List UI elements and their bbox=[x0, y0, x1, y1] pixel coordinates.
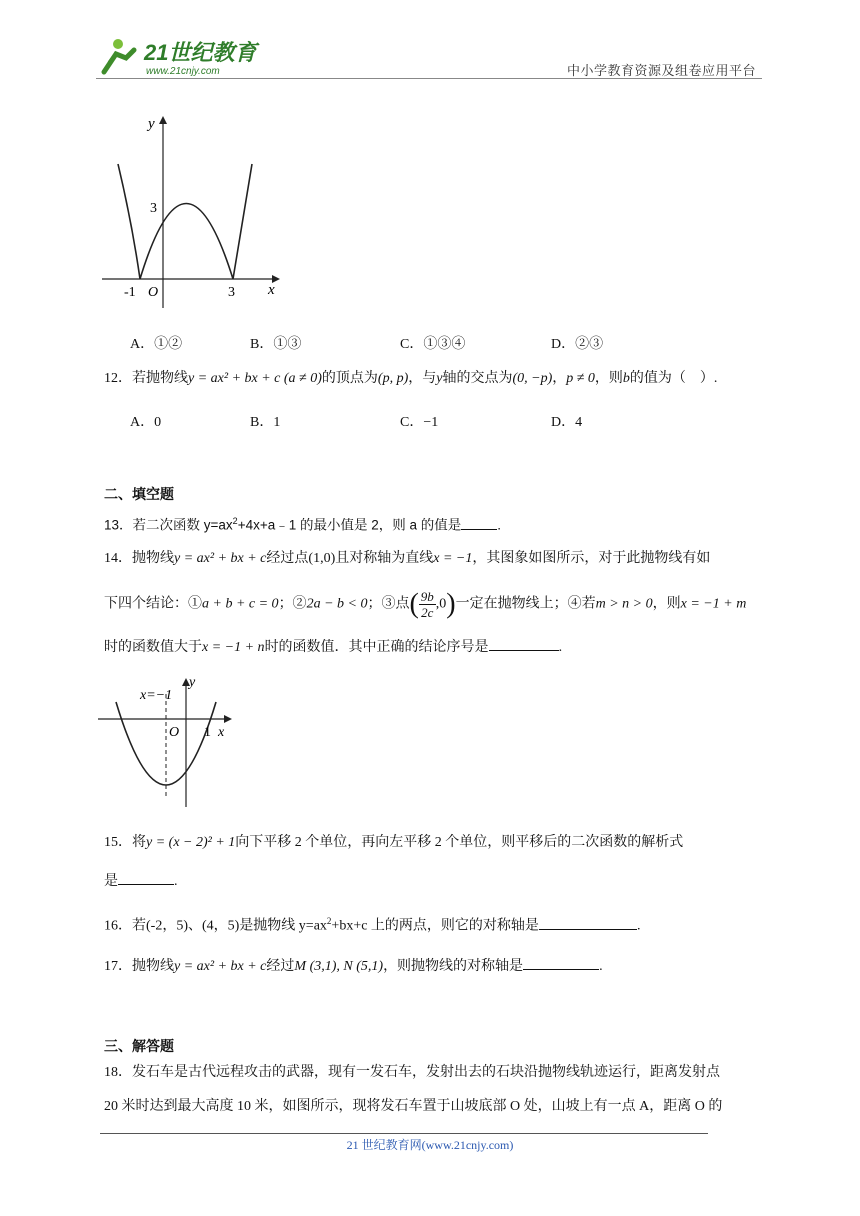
q12-y-var: y bbox=[436, 371, 443, 386]
q14-l2-text-e: ，则 bbox=[652, 596, 681, 612]
q12-text-3: ，与 bbox=[408, 371, 437, 386]
q16-text-a: 16．若(-2，5)、(4，5)是抛物线 y=ax bbox=[104, 918, 327, 934]
q11-option-c[interactable]: C．①③④ bbox=[400, 337, 466, 352]
q15-text-b: 向下平移 2 个单位，再向左平移 2 个单位，则平移后的二次函数的解析式 bbox=[235, 835, 684, 850]
q17-end: . bbox=[599, 959, 603, 974]
question-17 bbox=[104, 955, 603, 978]
fig1-tick-3-y: 3 bbox=[150, 201, 157, 216]
q15-text-c: 是 bbox=[104, 874, 118, 889]
footer-site-text[interactable]: 21 世纪教育网(www.21cnjy.com) bbox=[346, 1138, 514, 1152]
q17-answer-blank[interactable] bbox=[523, 955, 599, 970]
q14-l1-text-b: 经过点 bbox=[266, 551, 309, 566]
q14-answer-blank[interactable] bbox=[489, 636, 559, 651]
q12-text-5: ， bbox=[552, 371, 567, 386]
header-divider bbox=[96, 78, 762, 79]
q14-l1-text-a: 14．抛物线 bbox=[104, 551, 174, 566]
footer-divider bbox=[100, 1133, 708, 1134]
question-14-line-3 bbox=[104, 636, 562, 659]
q16-text-b: +bx+c 上的两点，则它的对称轴是 bbox=[331, 918, 539, 934]
q12-text-1: 若抛物线 bbox=[132, 371, 188, 386]
fig1-tick-neg1: -1 bbox=[124, 285, 136, 300]
question-14-line-1 bbox=[104, 548, 710, 570]
question-15-line-1 bbox=[104, 832, 683, 854]
q17-text-a: 17．抛物线 bbox=[104, 959, 174, 974]
q17-points: M (3,1), N (5,1) bbox=[294, 959, 384, 974]
q14-x-n: x = −1 + n bbox=[202, 640, 265, 655]
q11-option-d[interactable]: D．②③ bbox=[551, 337, 604, 352]
header-platform-text: 中小学教育资源及组卷应用平台 bbox=[566, 63, 756, 78]
q14-l1-text-d: ，其图象如图所示，对于此抛物线有如 bbox=[472, 551, 711, 566]
q14-l2-text-c: ；③点 bbox=[367, 596, 410, 612]
q11-option-a[interactable]: A．①② bbox=[130, 337, 183, 352]
q14-conclusion-4: m > n > 0 bbox=[595, 596, 653, 612]
q14-x-m: x = −1 + m bbox=[680, 596, 747, 612]
question-16 bbox=[104, 910, 640, 938]
q13-answer-blank[interactable] bbox=[461, 515, 497, 530]
q12-option-b[interactable]: B．1 bbox=[250, 415, 281, 430]
fig2-one: 1 bbox=[204, 725, 211, 740]
q13-text-a: 13．若二次函数 y=ax bbox=[104, 517, 233, 533]
fig1-x-label: x bbox=[268, 282, 275, 298]
q17-text-c: ，则抛物线的对称轴是 bbox=[383, 959, 524, 974]
q14-paren-left: ( bbox=[409, 588, 419, 620]
q12-intercept: (0, −p) bbox=[512, 371, 553, 386]
q15-text-a: 15．将 bbox=[104, 835, 146, 850]
q16-answer-blank[interactable] bbox=[539, 915, 637, 930]
section-solution-heading: 三、解答题 bbox=[104, 1038, 174, 1054]
q12-vertex: (p, p) bbox=[377, 371, 409, 386]
figure-abs-parabola bbox=[96, 108, 296, 318]
figure-parabola-q14 bbox=[96, 672, 246, 812]
q14-point-zero: ,0 bbox=[435, 596, 447, 612]
fig2-x-label: x bbox=[218, 725, 225, 740]
section-fill-in-heading: 二、填空题 bbox=[104, 486, 174, 502]
q17-equation: y = ax² + bx + c bbox=[174, 959, 267, 974]
question-14-line-2 bbox=[104, 589, 746, 620]
q12-b-var: b bbox=[622, 371, 630, 386]
q14-l1-text-c: 且对称轴为直线 bbox=[335, 551, 434, 566]
fig1-y-label: y bbox=[148, 116, 155, 132]
q14-point: (1,0) bbox=[308, 551, 336, 566]
question-15-line-2 bbox=[104, 870, 178, 893]
fig1-tick-3-x: 3 bbox=[228, 285, 235, 300]
logo-main-text: 21世纪教育 bbox=[144, 40, 257, 65]
q11-option-b[interactable]: B．①③ bbox=[250, 337, 302, 352]
q14-end: . bbox=[558, 640, 563, 655]
question-18-line-1: 18．发石车是古代远程攻击的武器，现有一发石车，发射出去的石块沿抛物线轨迹运行，距离发射点 bbox=[104, 1065, 720, 1080]
q14-l2-text-a: 下四个结论：① bbox=[104, 596, 202, 612]
q16-end: . bbox=[636, 918, 641, 934]
q14-l3-text-b: 时的函数值．其中正确的结论序号是 bbox=[264, 640, 489, 655]
q14-frac-den: 2c bbox=[421, 605, 434, 620]
q12-equation: y = ax² + bx + c (a ≠ 0) bbox=[188, 371, 322, 386]
q12-condition: p ≠ 0 bbox=[566, 371, 595, 386]
logo-url-text: www.21cnjy.com bbox=[146, 66, 220, 77]
q12-option-c[interactable]: C．−1 bbox=[400, 415, 439, 430]
q16-superscript: 2 bbox=[326, 916, 332, 926]
q14-l2-text-b: ；② bbox=[278, 596, 307, 612]
q12-text-7: 的值为（ ）. bbox=[629, 371, 718, 386]
q15-end: . bbox=[174, 874, 178, 889]
q12-text-6: ，则 bbox=[594, 371, 623, 386]
q15-answer-blank[interactable] bbox=[118, 870, 174, 885]
fig2-y-label: y bbox=[189, 675, 196, 690]
q14-l2-text-d: 一定在抛物线上；④若 bbox=[455, 596, 596, 612]
q13-superscript: 2 bbox=[232, 516, 238, 526]
question-12 bbox=[104, 368, 717, 390]
q14-conclusion-1: a + b + c = 0 bbox=[202, 596, 279, 612]
q14-fraction bbox=[419, 589, 436, 620]
q13-text-b: +4x+a﹣1 的最小值是 2，则 a 的值是 bbox=[237, 517, 462, 533]
question-13 bbox=[104, 510, 501, 537]
q14-axis: x = −1 bbox=[433, 551, 473, 566]
q12-text-2: 的顶点为 bbox=[321, 371, 378, 386]
q17-text-b: 经过 bbox=[266, 959, 295, 974]
q12-option-d[interactable]: D．4 bbox=[551, 415, 583, 430]
question-18-line-2: 20 米时达到最大高度 10 米，如图所示，现将发石车置于山坡底部 O 处，山坡上有一点 A，距离 O 的 bbox=[104, 1099, 723, 1114]
q12-number: 12． bbox=[104, 371, 132, 386]
q14-l3-text-a: 时的函数值大于 bbox=[104, 640, 202, 655]
fig2-origin: O bbox=[169, 725, 180, 740]
q14-equation: y = ax² + bx + c bbox=[174, 551, 267, 566]
q14-frac-num: 9b bbox=[420, 589, 434, 604]
q12-text-4: 轴的交点为 bbox=[442, 371, 513, 386]
fig2-axis-label: x=−1 bbox=[140, 688, 173, 703]
fig1-origin: O bbox=[148, 285, 159, 300]
q14-conclusion-2: 2a − b < 0 bbox=[306, 596, 368, 612]
site-logo bbox=[96, 32, 266, 78]
q14-paren-right: ) bbox=[446, 588, 456, 620]
q12-option-a[interactable]: A．0 bbox=[130, 415, 162, 430]
q15-equation: y = (x − 2)² + 1 bbox=[146, 835, 236, 850]
q13-end: . bbox=[497, 517, 502, 533]
